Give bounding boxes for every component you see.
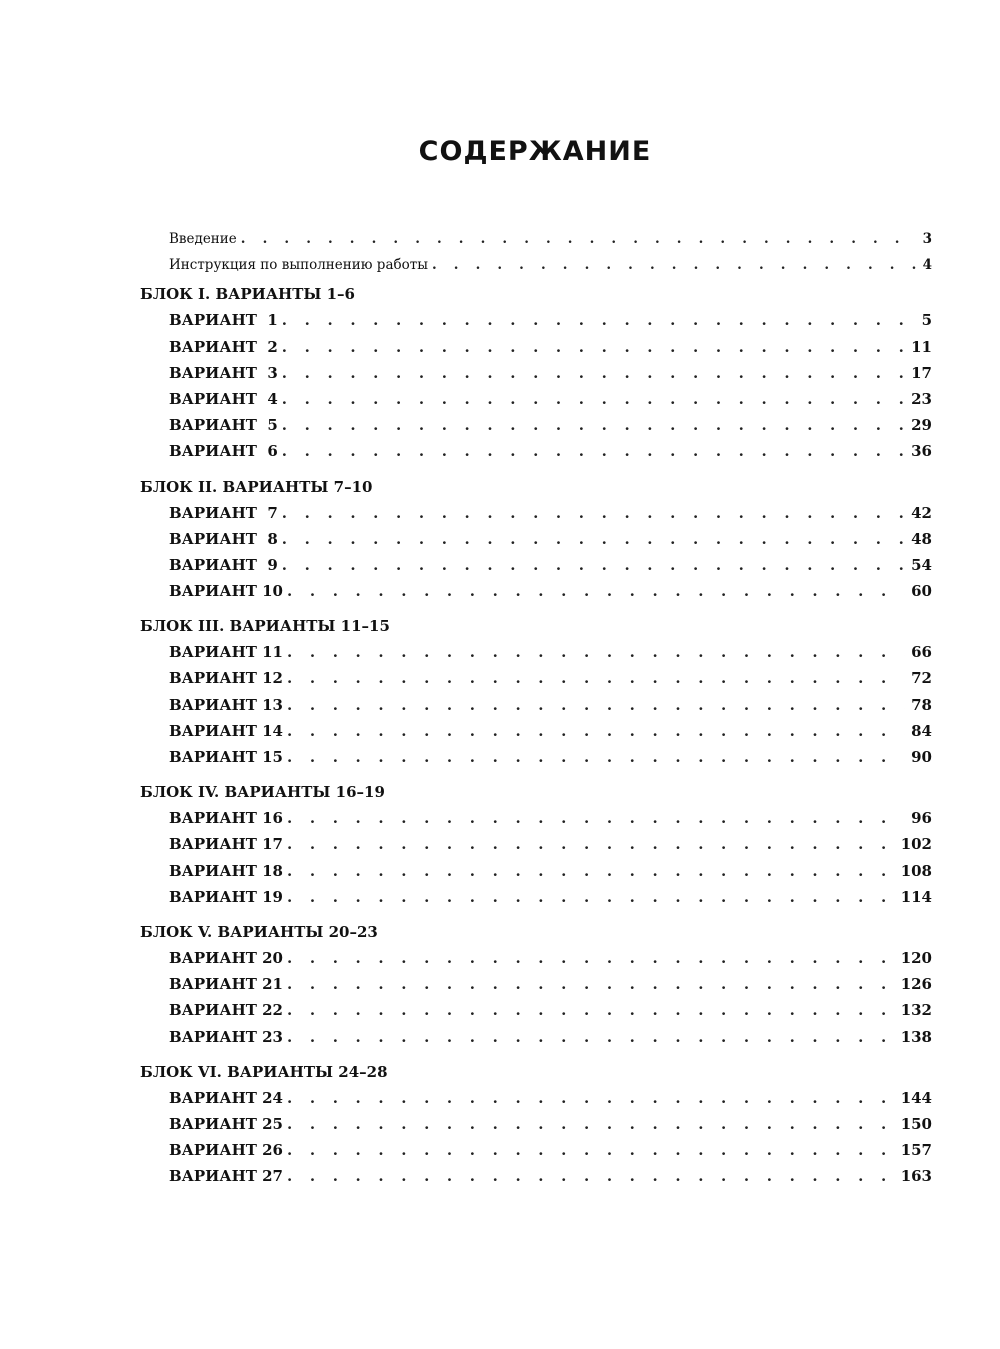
toc-block-heading[interactable]: БЛОК III. ВАРИАНТЫ 11–15 — [140, 617, 390, 636]
toc-entry-variant[interactable] — [140, 665, 932, 691]
dot-leader — [287, 744, 905, 770]
toc-entry-label: ВАРИАНТ 11 — [169, 643, 283, 662]
toc-entry-variant[interactable] — [140, 1024, 932, 1050]
toc-entry-variant[interactable] — [140, 526, 932, 552]
toc-page-number: 17 — [911, 363, 932, 382]
dot-leader — [282, 386, 905, 412]
toc-entry-variant[interactable] — [140, 744, 932, 770]
dot-leader — [282, 412, 905, 438]
toc-entry-variant[interactable] — [140, 307, 932, 333]
dot-leader — [287, 665, 905, 691]
toc-entry-variant[interactable] — [140, 805, 932, 831]
page-title: СОДЕРЖАНИЕ — [418, 136, 652, 167]
toc-page-number: 102 — [900, 835, 932, 854]
toc-entry-variant[interactable] — [140, 692, 932, 718]
toc-entry-variant[interactable] — [140, 884, 932, 910]
toc-block-heading[interactable]: БЛОК II. ВАРИАНТЫ 7–10 — [140, 477, 373, 496]
toc-page-number: 126 — [900, 975, 932, 994]
toc-page-number: 5 — [921, 311, 932, 330]
dot-leader — [282, 438, 905, 464]
dot-leader — [282, 526, 905, 552]
dot-leader — [287, 971, 895, 997]
toc-entry-label: Введение — [169, 231, 237, 247]
toc-entry-label: ВАРИАНТ 14 — [169, 721, 283, 740]
dot-leader — [432, 252, 917, 278]
toc-block-heading[interactable]: БЛОК I. ВАРИАНТЫ 1–6 — [140, 285, 355, 304]
toc-page-number: 72 — [911, 669, 932, 688]
toc-entry-variant[interactable] — [140, 412, 932, 438]
dot-leader — [287, 1085, 895, 1111]
dot-leader — [287, 639, 905, 665]
dot-leader — [282, 552, 905, 578]
toc-page-number: 108 — [900, 861, 932, 880]
dot-leader — [287, 858, 895, 884]
toc-entry-label: ВАРИАНТ 18 — [169, 861, 283, 880]
toc-entry-label: ВАРИАНТ 19 — [169, 887, 283, 906]
toc-page-number: 132 — [900, 1001, 932, 1020]
toc-page-number: 114 — [900, 887, 932, 906]
dot-leader — [287, 1163, 895, 1189]
toc-page-number: 78 — [911, 695, 932, 714]
dot-leader — [282, 334, 905, 360]
toc-entry-label: ВАРИАНТ 10 — [169, 582, 283, 601]
toc-page-number: 11 — [911, 337, 932, 356]
toc-entry-label: ВАРИАНТ 2 — [169, 337, 278, 356]
dot-leader — [287, 1137, 895, 1163]
toc-entry-label: ВАРИАНТ 3 — [169, 363, 278, 382]
toc-entry-variant[interactable] — [140, 386, 932, 412]
toc-page-number: 36 — [911, 442, 932, 461]
toc-entry-label: ВАРИАНТ 24 — [169, 1088, 283, 1107]
toc-entry-label: ВАРИАНТ 1 — [169, 311, 278, 330]
toc-entry-label: ВАРИАНТ 12 — [169, 669, 283, 688]
toc-entry-variant[interactable] — [140, 578, 932, 604]
dot-leader — [282, 360, 905, 386]
toc-page-number: 42 — [911, 503, 932, 522]
toc-entry-label: ВАРИАНТ 17 — [169, 835, 283, 854]
toc-entry-variant[interactable] — [140, 1163, 932, 1189]
dot-leader — [287, 997, 895, 1023]
toc-page-number: 157 — [900, 1141, 932, 1160]
toc-page-number: 60 — [911, 582, 932, 601]
toc-entry-label: ВАРИАНТ 9 — [169, 555, 278, 574]
toc-entry-label: ВАРИАНТ 23 — [169, 1027, 283, 1046]
toc-page-number: 23 — [911, 389, 932, 408]
toc-entry-variant[interactable] — [140, 334, 932, 360]
toc-entry-label: ВАРИАНТ 20 — [169, 948, 283, 967]
toc-page-number: 3 — [922, 231, 932, 247]
toc-blocks — [140, 281, 932, 1189]
toc-page-number: 144 — [900, 1088, 932, 1107]
toc-entry-label: ВАРИАНТ 13 — [169, 695, 283, 714]
toc-entry-label: ВАРИАНТ 15 — [169, 748, 283, 766]
dot-leader — [287, 578, 905, 604]
toc-entry-label: ВАРИАНТ 26 — [169, 1141, 283, 1160]
dot-leader — [287, 884, 895, 910]
toc-block-heading[interactable]: БЛОК VI. ВАРИАНТЫ 24–28 — [140, 1062, 388, 1081]
toc-entry-variant[interactable] — [140, 718, 932, 744]
toc-entry-variant[interactable] — [140, 552, 932, 578]
toc-entry-label: ВАРИАНТ 5 — [169, 416, 278, 435]
toc-entry-variant[interactable] — [140, 997, 932, 1023]
toc-entry-variant[interactable] — [140, 639, 932, 665]
toc-entry-variant[interactable] — [140, 1085, 932, 1111]
dot-leader — [282, 307, 916, 333]
toc-page-number: 90 — [911, 748, 932, 766]
toc-entry-variant[interactable] — [140, 858, 932, 884]
toc-entry-label: ВАРИАНТ 7 — [169, 503, 278, 522]
dot-leader — [287, 945, 895, 971]
toc-page-number: 84 — [911, 721, 932, 740]
toc-entry-label: ВАРИАНТ 6 — [169, 442, 278, 461]
toc-entry-variant[interactable] — [140, 945, 932, 971]
toc-page-number: 48 — [911, 529, 932, 548]
dot-leader — [287, 805, 905, 831]
toc-entry-variant[interactable] — [140, 1137, 932, 1163]
toc-page-number: 54 — [911, 555, 932, 574]
dot-leader — [282, 500, 905, 526]
toc-entry-label: ВАРИАНТ 8 — [169, 529, 278, 548]
toc-page-number: 163 — [900, 1167, 932, 1186]
toc-page-number: 4 — [922, 257, 932, 274]
toc-block-heading[interactable]: БЛОК V. ВАРИАНТЫ 20–23 — [140, 922, 378, 941]
toc-entry-label: ВАРИАНТ 21 — [169, 975, 283, 994]
toc-page-number: 96 — [911, 809, 932, 828]
toc-entry-label: ВАРИАНТ 16 — [169, 809, 283, 828]
toc-page-number: 150 — [900, 1114, 932, 1133]
toc-entry-variant[interactable] — [140, 360, 932, 386]
toc-block-heading[interactable]: БЛОК IV. ВАРИАНТЫ 16–19 — [140, 783, 385, 802]
table-of-contents — [140, 226, 932, 1189]
toc-page-number: 66 — [911, 643, 932, 662]
toc-entry-variant[interactable] — [140, 971, 932, 997]
toc-page-number: 138 — [900, 1027, 932, 1046]
toc-entry-instructions[interactable] — [140, 252, 932, 278]
toc-page-number: 29 — [911, 416, 932, 435]
toc-entry-label: ВАРИАНТ 4 — [169, 389, 278, 408]
dot-leader — [287, 831, 895, 857]
dot-leader — [287, 718, 905, 744]
dot-leader — [287, 1111, 895, 1137]
toc-entry-label: ВАРИАНТ 22 — [169, 1001, 283, 1020]
toc-entry-variant[interactable] — [140, 500, 932, 526]
toc-entry-label: ВАРИАНТ 25 — [169, 1114, 283, 1133]
toc-entry-variant[interactable] — [140, 1111, 932, 1137]
toc-entry-introduction[interactable] — [140, 226, 932, 252]
dot-leader — [287, 1024, 895, 1050]
toc-entry-label: ВАРИАНТ 27 — [169, 1167, 283, 1186]
toc-entry-variant[interactable] — [140, 831, 932, 857]
toc-entry-variant[interactable] — [140, 438, 932, 464]
dot-leader — [241, 226, 917, 252]
dot-leader — [287, 692, 905, 718]
toc-entry-label: Инструкция по выполнению работы — [169, 257, 428, 274]
toc-page-number: 120 — [900, 948, 932, 967]
